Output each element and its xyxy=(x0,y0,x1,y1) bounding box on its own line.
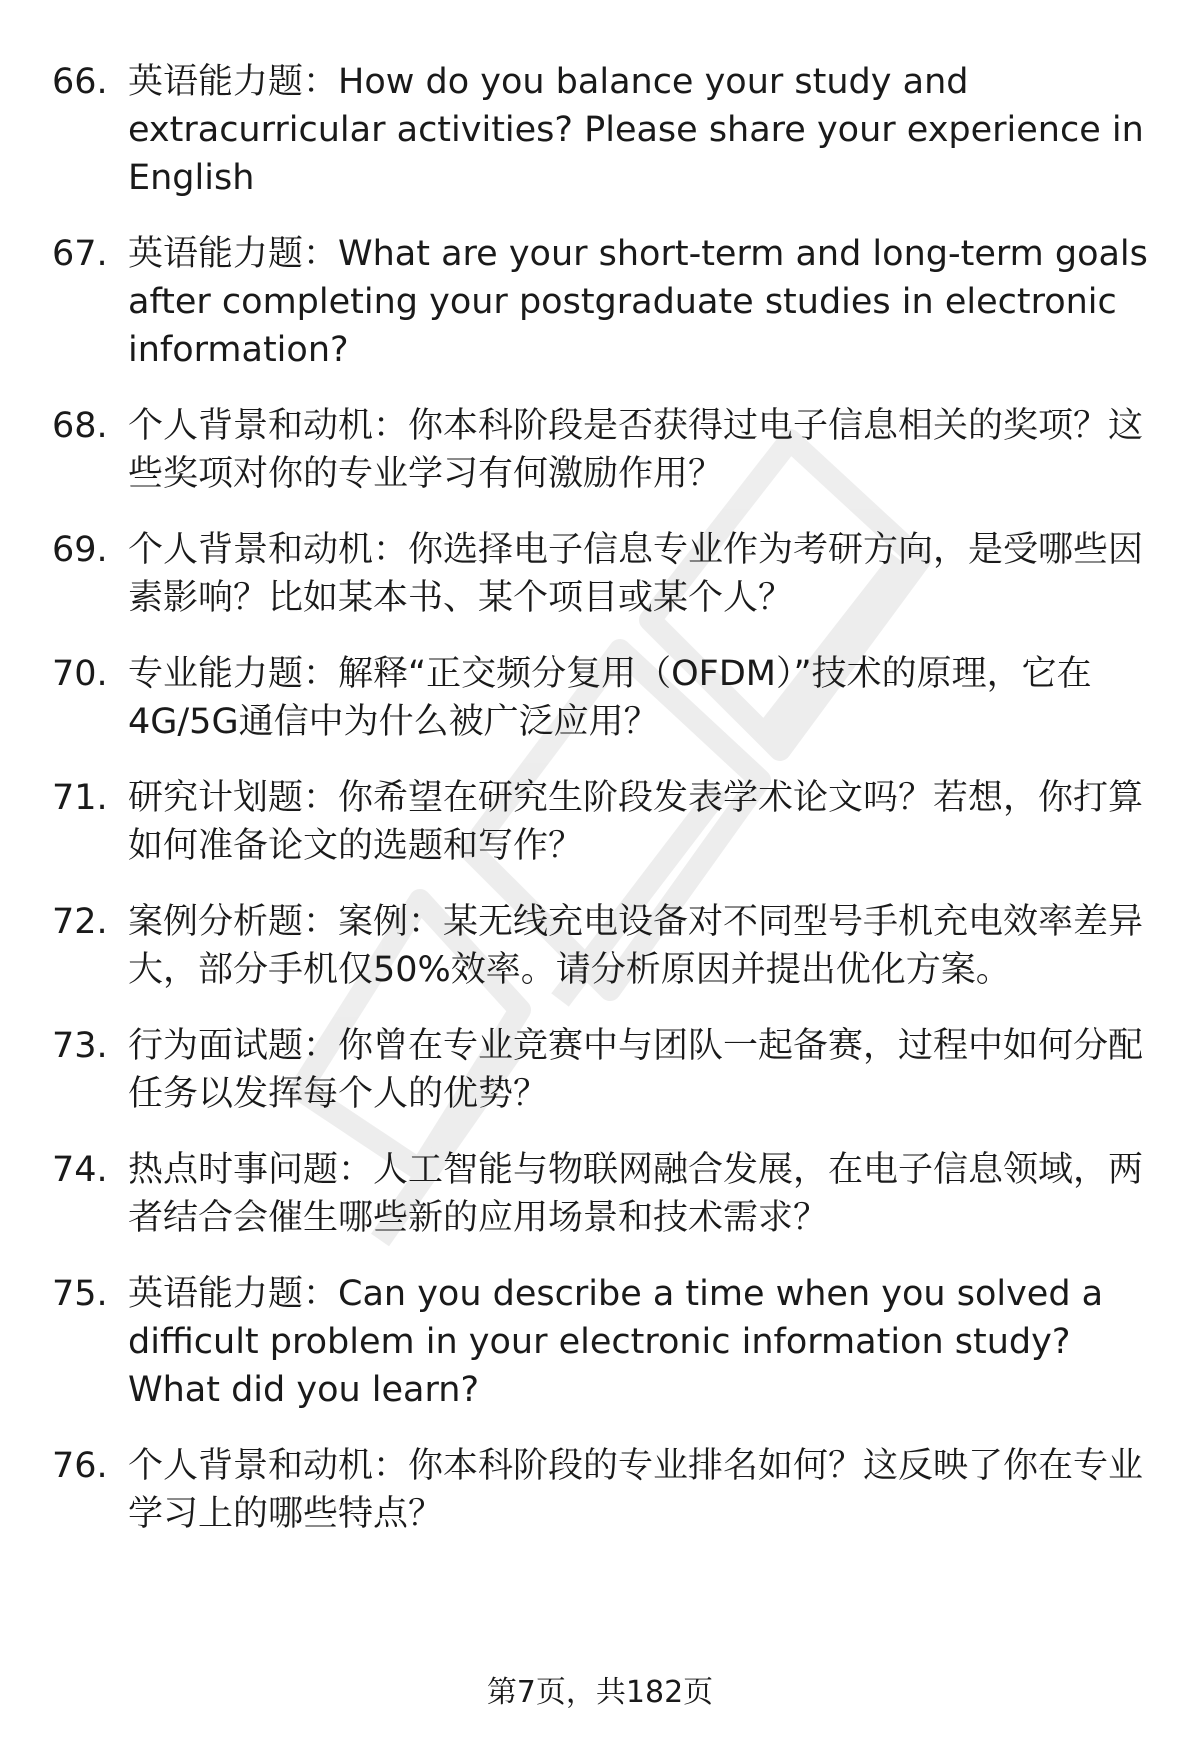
question-item xyxy=(52,1022,1162,1118)
question-number: 71. xyxy=(52,778,108,818)
question-text: 个人背景和动机：你选择电子信息专业作为考研方向，是受哪些因素影响？比如某本书、某个项目或某个人？ xyxy=(128,530,1144,618)
question-number: 76. xyxy=(52,1446,108,1486)
question-item xyxy=(52,1146,1162,1242)
question-number: 73. xyxy=(52,1026,108,1066)
question-item xyxy=(52,1270,1162,1414)
question-number: 74. xyxy=(52,1150,108,1190)
question-item xyxy=(52,774,1162,870)
question-list xyxy=(52,58,1162,1538)
question-item xyxy=(52,650,1162,746)
question-number: 66. xyxy=(52,62,108,102)
question-text: 热点时事问题：人工智能与物联网融合发展，在电子信息领域，两者结合会催生哪些新的应用场景和技术需求？ xyxy=(128,1150,1144,1238)
question-number: 75. xyxy=(52,1274,108,1314)
page-indicator: 第7页，共182页 xyxy=(486,1675,714,1710)
question-text: 行为面试题：你曾在专业竞赛中与团队一起备赛，过程中如何分配任务以发挥每个人的优势？ xyxy=(128,1026,1144,1114)
question-number: 67. xyxy=(52,234,108,274)
question-item xyxy=(52,1442,1162,1538)
question-item xyxy=(52,230,1162,374)
question-number: 70. xyxy=(52,654,108,694)
question-text: 案例分析题：案例：某无线充电设备对不同型号手机充电效率差异大，部分手机仅50%效率。请分析原因并提出优化方案。 xyxy=(128,902,1144,990)
question-number: 69. xyxy=(52,530,108,570)
question-number: 72. xyxy=(52,902,108,942)
question-text: 个人背景和动机：你本科阶段的专业排名如何？这反映了你在专业学习上的哪些特点？ xyxy=(128,1446,1144,1534)
question-item xyxy=(52,402,1162,498)
question-text: 英语能力题：Can you describe a time when you solved a difficult problem in your electronic information study? What did you learn? xyxy=(128,1274,1104,1410)
question-text: 英语能力题：What are your short-term and long-term goals after completing your postgraduate studies in electronic information? xyxy=(128,234,1148,370)
question-text: 研究计划题：你希望在研究生阶段发表学术论文吗？若想，你打算如何准备论文的选题和写作？ xyxy=(128,778,1144,866)
question-text: 英语能力题：How do you balance your study and extracurricular activities? Please share your experience in English xyxy=(128,62,1144,198)
question-item xyxy=(52,526,1162,622)
question-text: 个人背景和动机：你本科阶段是否获得过电子信息相关的奖项？这些奖项对你的专业学习有何激励作用？ xyxy=(128,406,1144,494)
question-item xyxy=(52,898,1162,994)
question-text: 专业能力题：解释“正交频分复用（OFDM）”技术的原理，它在4G/5G通信中为什么被广泛应用？ xyxy=(128,654,1092,742)
question-number: 68. xyxy=(52,406,108,446)
question-item xyxy=(52,58,1162,202)
